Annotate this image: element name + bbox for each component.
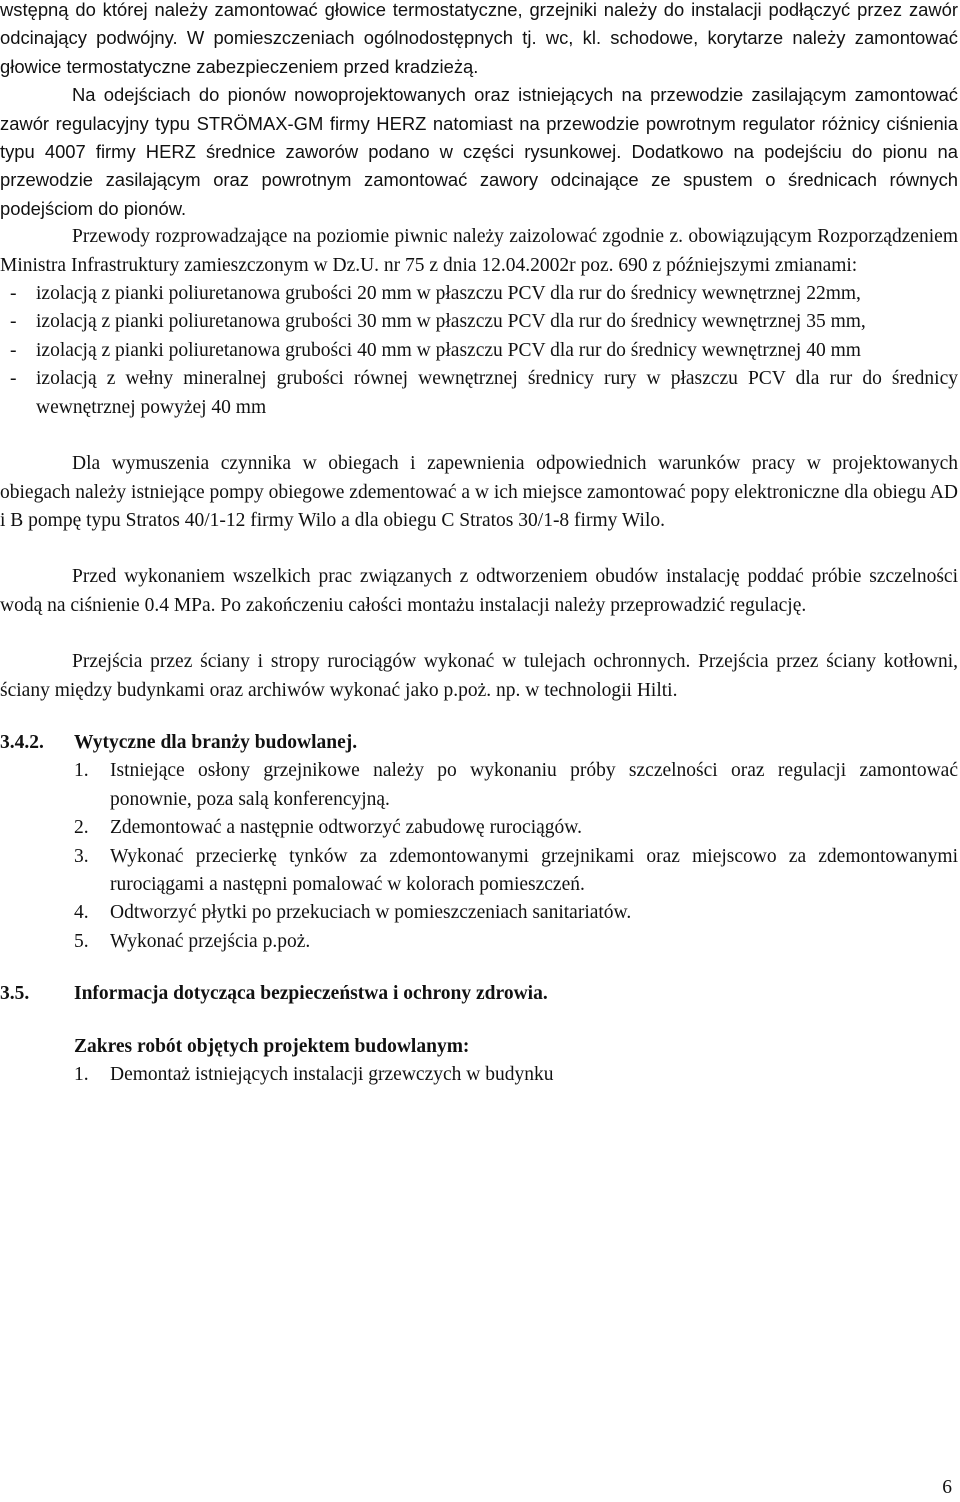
list-marker: 2. [74, 817, 89, 839]
list-text: Wykonać przejścia p.poż. [110, 930, 311, 952]
list-marker: 1. [74, 760, 89, 782]
list-text: izolacją z pianki poliuretanowa grubości 20 mm w płaszczu PCV dla rur do średnicy wewnętrznej 22mm, [36, 283, 861, 305]
pumps-paragraph: Dla wymuszenia czynnika w obiegach i zapewnienia odpowiednich warunków pracy w projektowanych obiegach należy istniejące pompy obiegowe zdementować a w ich miejsce zamontować popy elektroniczne dla obiegu AD i B pompę typu Stratos 40/1-12 firmy Wilo a dla obiegu C Stratos 30/1-8 firmy Wilo. [0, 453, 958, 531]
list-text: Wykonać przecierkę tynków za zdemontowanymi grzejnikami oraz miejscowo za zdemontowanymi rurociągami a następni pomalować w kolorach pomieszczeń. [110, 845, 958, 895]
list-item [74, 1061, 958, 1089]
intro-paragraph: wstępną do której należy zamontować głowice termostatyczne, grzejniki należy do instalacji podłączyć przez zawór odcinający podwójny. W pomieszczeniach ogólnodostępnych tj. wc, kl. schodowe, korytarze należy zamontować głowice termostatyczne zabezpieczeniem przed kradzieżą. [0, 0, 958, 77]
list-marker: 1. [74, 1064, 89, 1085]
list-item [0, 365, 958, 422]
building-guidelines-list [74, 757, 958, 956]
scope-list [74, 1061, 958, 1089]
pions-paragraph [0, 81, 958, 223]
list-text: izolacją z pianki poliuretanowa grubości 30 mm w płaszczu PCV dla rur do średnicy wewnętrznej 35 mm, [36, 311, 866, 333]
list-item [74, 928, 958, 956]
list-marker: 5. [74, 930, 89, 952]
scope-heading: Zakres robót objętych projektem budowlanym: [74, 1035, 470, 1057]
list-item [0, 308, 958, 336]
pions-text-cont: Dodatkowo na podejściu do pionu na przewodzie zasilającym oraz powrotnym zamontować zawory odcinające ze spustem o średnicach równych podejściom do pionów. [0, 141, 959, 219]
pressure-test-paragraph: Przed wykonaniem wszelkich prac związanych z odtworzeniem obudów instalację poddać próbie szczelności wodą na ciśnienie 0.4 MPa. Po zakończeniu całości montażu instalacji należy przeprowadzić regulację. [0, 566, 958, 616]
list-text: Demontaż istniejących instalacji grzewczych w budynku [110, 1064, 554, 1085]
list-text: Zdemontować a następnie odtworzyć zabudowę rurociągów. [110, 817, 582, 839]
list-marker: 4. [74, 902, 89, 924]
list-item [74, 899, 958, 927]
pions-text: Na odejściach do pionów nowoprojektowanych oraz istniejących na przewodzie zasilającym zamontować zawór regulacyjny typu STRÖMAX-GM firmy HERZ natomiast na przewodzie powrotnym regulator różnicy ciśnienia typu 4007 firmy HERZ średnice zaworów podano w części rysunkowej. [0, 84, 958, 163]
section-heading-3-5 [0, 980, 958, 1008]
list-item [74, 843, 958, 900]
list-item [0, 280, 958, 308]
insulation-list [0, 280, 958, 422]
list-text: izolacją z wełny mineralnej grubości równej wewnętrznej średnicy rury w płaszczu PCV dla rur do średnicy wewnętrznej powyżej 40 mm [36, 368, 958, 418]
list-marker: - [10, 339, 17, 361]
list-text: Odtworzyć płytki po przekuciach w pomieszczeniach sanitariatów. [110, 902, 632, 924]
section-number: 3.5. [0, 983, 30, 1005]
list-item [74, 814, 958, 842]
list-text: izolacją z pianki poliuretanowa grubości 40 mm w płaszczu PCV dla rur do średnicy wewnętrznej 40 mm [36, 339, 861, 361]
page-number: 6 [942, 1477, 952, 1498]
list-text: Istniejące osłony grzejnikowe należy po wykonaniu próby szczelności oraz regulacji zamontować ponownie, poza salą konferencyjną. [110, 760, 958, 810]
section-title: Wytyczne dla branży budowlanej. [74, 731, 358, 753]
list-item [0, 337, 958, 365]
passages-paragraph: Przejścia przez ściany i stropy rurociągów wykonać w tulejach ochronnych. Przejścia przez ściany kotłowni, ściany między budynkami oraz archiwów wykonać jako p.poż. np. w technologii Hilti. [0, 651, 958, 701]
list-marker: 3. [74, 845, 89, 867]
list-marker: - [10, 283, 17, 305]
section-title: Informacja dotycząca bezpieczeństwa i ochrony zdrowia. [74, 983, 548, 1005]
section-heading-3-4-2 [0, 729, 958, 757]
insulation-paragraph: Przewody rozprowadzające na poziomie piwnic należy zaizolować zgodnie z. obowiązującym Rozporządzeniem Ministra Infrastruktury zamieszczonym w Dz.U. nr 75 z dnia 12.04.2002r poz. 690 z późniejszymi zmianami: [0, 226, 958, 276]
list-marker: - [10, 311, 17, 333]
list-marker: - [10, 368, 17, 390]
section-number: 3.4.2. [0, 731, 44, 753]
list-item [74, 757, 958, 814]
